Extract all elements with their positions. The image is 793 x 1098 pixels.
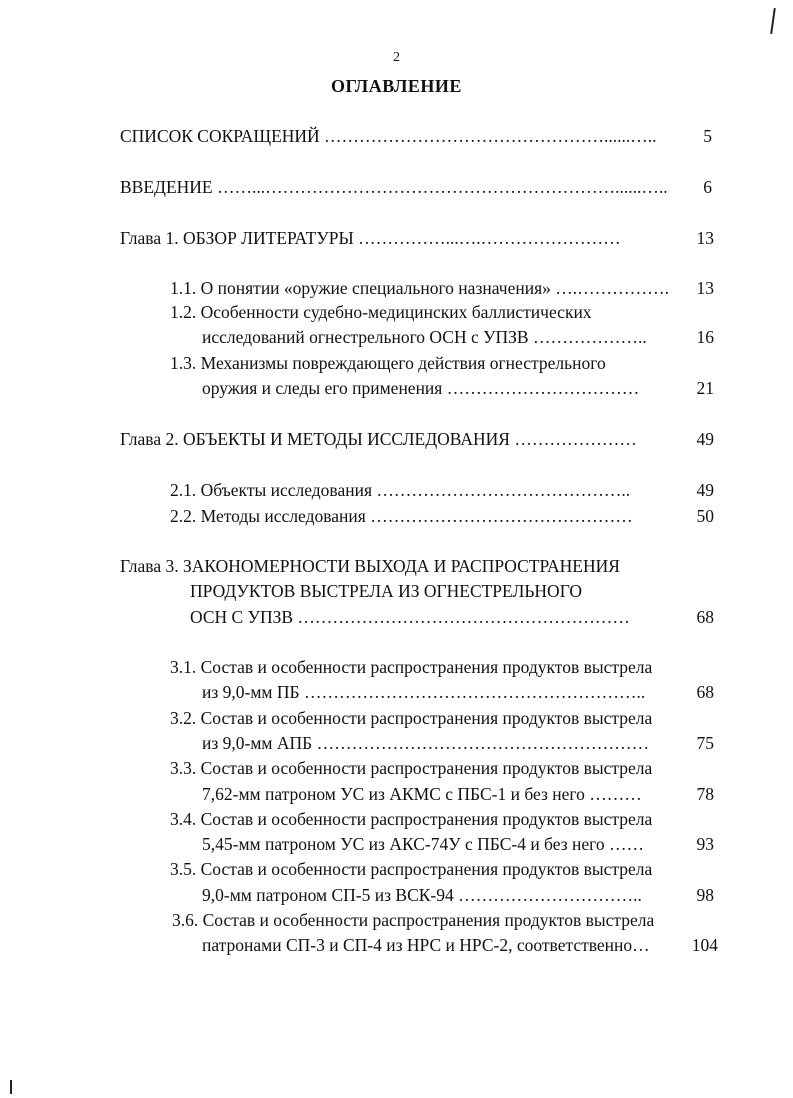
toc-abbreviations-page: 5 — [703, 126, 712, 146]
toc-introduction: ВВЕДЕНИЕ ……...……………………………………………………......….. — [120, 177, 668, 197]
toc-section-1-3: 1.3. Механизмы повреждающего действия огнестрельного — [170, 353, 606, 373]
toc-chapter-3-page: 68 — [696, 607, 714, 627]
toc-section-3-2-cont: из 9,0-мм АПБ ………………………………………………… — [202, 733, 650, 753]
toc-chapter-3: Глава 3. ЗАКОНОМЕРНОСТИ ВЫХОДА И РАСПРОСТРАНЕНИЯ — [120, 556, 620, 576]
toc-section-3-1-cont: из 9,0-мм ПБ ………………………………………………….. — [202, 682, 646, 702]
toc-section-1-1: 1.1. О понятии «оружие специального назначения» ….……………. — [170, 278, 670, 298]
toc-section-3-3-cont: 7,62-мм патроном УС из АКМС с ПБС-1 и без него ……… — [202, 784, 642, 804]
toc-section-2-2: 2.2. Методы исследования ……………………………………… — [170, 506, 633, 526]
toc-section-3-2-page: 75 — [696, 733, 714, 753]
toc-chapter-1-page: 13 — [696, 228, 714, 248]
toc-section-1-2: 1.2. Особенности судебно-медицинских баллистических — [170, 302, 592, 322]
toc-section-3-5-page: 98 — [696, 885, 714, 905]
toc-chapter-2-page: 49 — [696, 429, 714, 449]
toc-section-3-6: 3.6. Состав и особенности распространения продуктов выстрела — [172, 910, 655, 930]
toc-section-3-6-cont: патронами СП-3 и СП-4 из НРС и НРС-2, соответственно… — [202, 935, 650, 955]
toc-section-3-4-page: 93 — [696, 834, 714, 854]
scan-mark-top-right — [770, 8, 776, 34]
page-title: ОГЛАВЛЕНИЕ — [331, 76, 462, 96]
toc-section-1-3-page: 21 — [696, 378, 714, 398]
toc-chapter-3-cont-2: ОСН С УПЗВ ………………………………………………… — [190, 607, 630, 627]
toc-section-3-4-cont: 5,45-мм патроном УС из АКС-74У с ПБС-4 и без него …… — [202, 834, 644, 854]
toc-chapter-3-cont-1: ПРОДУКТОВ ВЫСТРЕЛА ИЗ ОГНЕСТРЕЛЬНОГО — [190, 581, 583, 601]
toc-section-3-3-page: 78 — [696, 784, 714, 804]
toc-section-3-5: 3.5. Состав и особенности распространения продуктов выстрела — [170, 859, 653, 879]
toc-section-3-2: 3.2. Состав и особенности распространения продуктов выстрела — [170, 708, 653, 728]
toc-section-3-4: 3.4. Состав и особенности распространения продуктов выстрела — [170, 809, 653, 829]
toc-chapter-2: Глава 2. ОБЪЕКТЫ И МЕТОДЫ ИССЛЕДОВАНИЯ ………………… — [120, 429, 637, 449]
toc-section-2-1-page: 49 — [696, 480, 714, 500]
scan-mark-bottom-left — [10, 1080, 12, 1094]
toc-introduction-page: 6 — [703, 177, 712, 197]
toc-section-3-6-page: 104 — [691, 935, 718, 955]
toc-section-3-1: 3.1. Состав и особенности распространения продуктов выстрела — [170, 657, 653, 677]
toc-section-1-2-page: 16 — [696, 327, 714, 347]
toc-section-2-1: 2.1. Объекты исследования …………………………………….. — [170, 480, 631, 500]
toc-section-3-1-page: 68 — [696, 682, 714, 702]
toc-section-2-2-page: 50 — [696, 506, 714, 526]
page-number: 2 — [393, 50, 400, 65]
toc-section-1-2-cont: исследований огнестрельного ОСН с УПЗВ ……………….. — [202, 327, 647, 347]
toc-abbreviations: СПИСОК СОКРАЩЕНИЙ …………………………………………......….. — [120, 126, 657, 146]
toc-chapter-1: Глава 1. ОБЗОР ЛИТЕРАТУРЫ ……………...….…………………… — [120, 228, 621, 248]
toc-section-1-1-page: 13 — [696, 278, 714, 298]
toc-section-1-3-cont: оружия и следы его применения …………………………… — [202, 378, 640, 398]
toc-section-3-3: 3.3. Состав и особенности распространения продуктов выстрела — [170, 758, 653, 778]
toc-section-3-5-cont: 9,0-мм патроном СП-5 из ВСК-94 ………………………….. — [202, 885, 642, 905]
